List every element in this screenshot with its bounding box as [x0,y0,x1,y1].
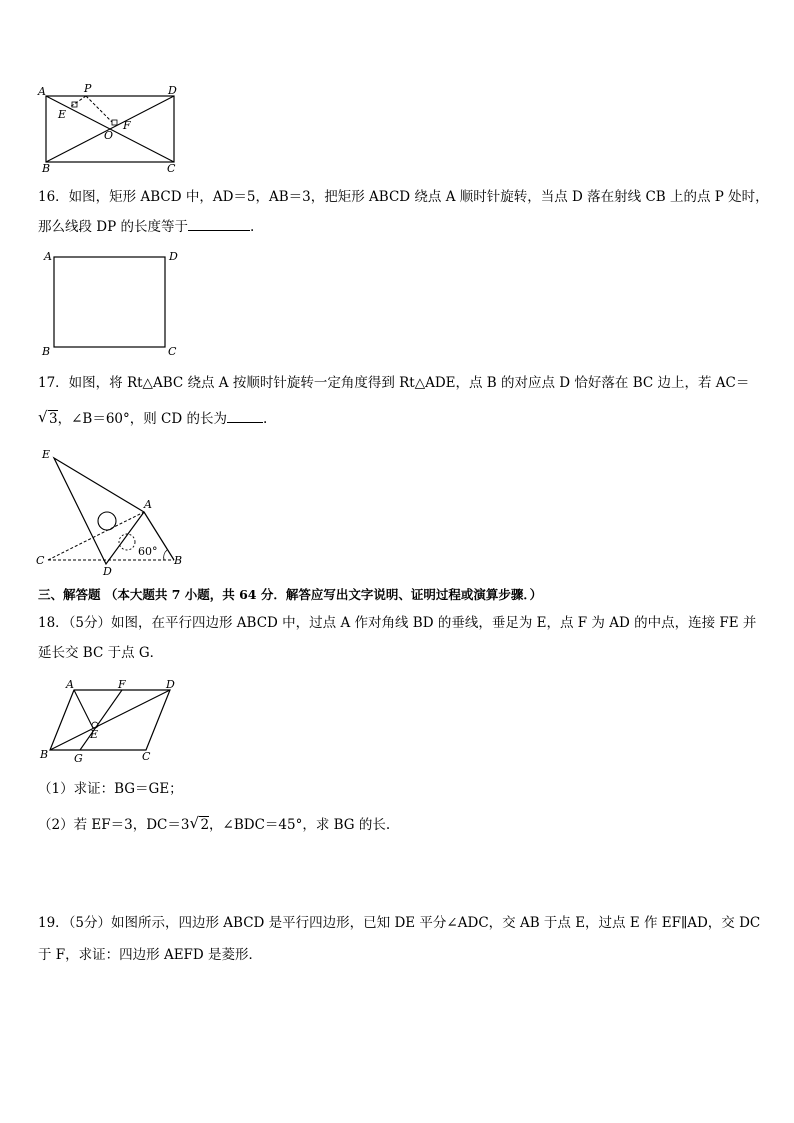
label-F: F [118,678,126,691]
label-B: B [42,345,51,358]
q17-text: ，∠B＝60°，则 CD 的长为 [57,411,227,427]
q16-end: . [250,219,255,235]
label-E: E [58,108,67,121]
q18-part2: （2）若 EF＝3，DC＝3 √ 2，∠BDC＝45°，求 BG 的长. [38,814,391,833]
figure-q16 [38,248,188,360]
label-C: C [142,750,151,763]
q16-text: 那么线段 DP 的长度等于 [38,219,188,235]
q17-text-line1: 17．如图，将 Rt△ABC 绕点 A 按顺时针旋转一定角度得到 Rt△ADE，点 B 的对应点 D 恰好落在 BC 边上，若 AC＝ [38,375,750,391]
label-D: D [166,678,175,691]
answer-blank [188,218,250,231]
label-C: C [167,162,176,174]
section-heading: 三、解答题 （本大题共 7 小题，共 64 分．解答应写出文字说明、证明过程或演算步骤．） [38,587,543,602]
q17-end: . [263,411,268,427]
label-E: E [90,728,99,741]
label-D: D [103,565,112,578]
label-A: A [66,678,74,691]
label-P: P [84,82,92,95]
label-O: O [104,129,114,142]
q17-text-line2 [38,410,267,428]
sqrt-expression: √ 2 [189,814,210,833]
label-B: B [40,748,49,761]
label-D: D [169,250,178,263]
label-F: F [123,119,131,132]
q18-text-line2: 延长交 BC 于点 G． [38,645,164,661]
q19-text-line1: 19．（5分）如图所示，四边形 ABCD 是平行四边形，已知 DE 平分∠ADC，交 AB 于点 E，过点 E 作 EF∥AD，交 DC [38,915,761,931]
label-E: E [42,448,51,461]
label-A: A [38,85,46,98]
answer-blank [227,410,263,423]
q16-text-line2 [38,218,254,236]
figure-q15 [34,82,184,174]
label-G: G [74,752,83,765]
q19-text-line2: 于 F，求证：四边形 AEFD 是菱形． [38,947,263,963]
figure-q17 [34,444,194,580]
label-D: D [168,84,177,97]
label-C: C [36,554,45,567]
q18-text-line1: 18．（5分）如图，在平行四边形 ABCD 中，过点 A 作对角线 BD 的垂线，垂足为 E，点 F 为 AD 的中点，连接 FE 并 [38,615,757,631]
figure-q18 [34,676,194,768]
label-B: B [42,162,51,174]
label-A: A [44,250,52,263]
label-B: B [174,554,183,567]
sqrt-expression: √ 3 [38,408,58,427]
label-C: C [168,345,177,358]
q16-text-line1: 16．如图，矩形 ABCD 中，AD＝5，AB＝3，把矩形 ABCD 绕点 A 顺时针旋转，当点 D 落在射线 CB 上的点 P 处时， [38,189,769,205]
angle-label: 60° [138,545,158,558]
q18-part1: （1）求证：BG＝GE； [38,781,183,797]
label-A: A [144,498,152,511]
